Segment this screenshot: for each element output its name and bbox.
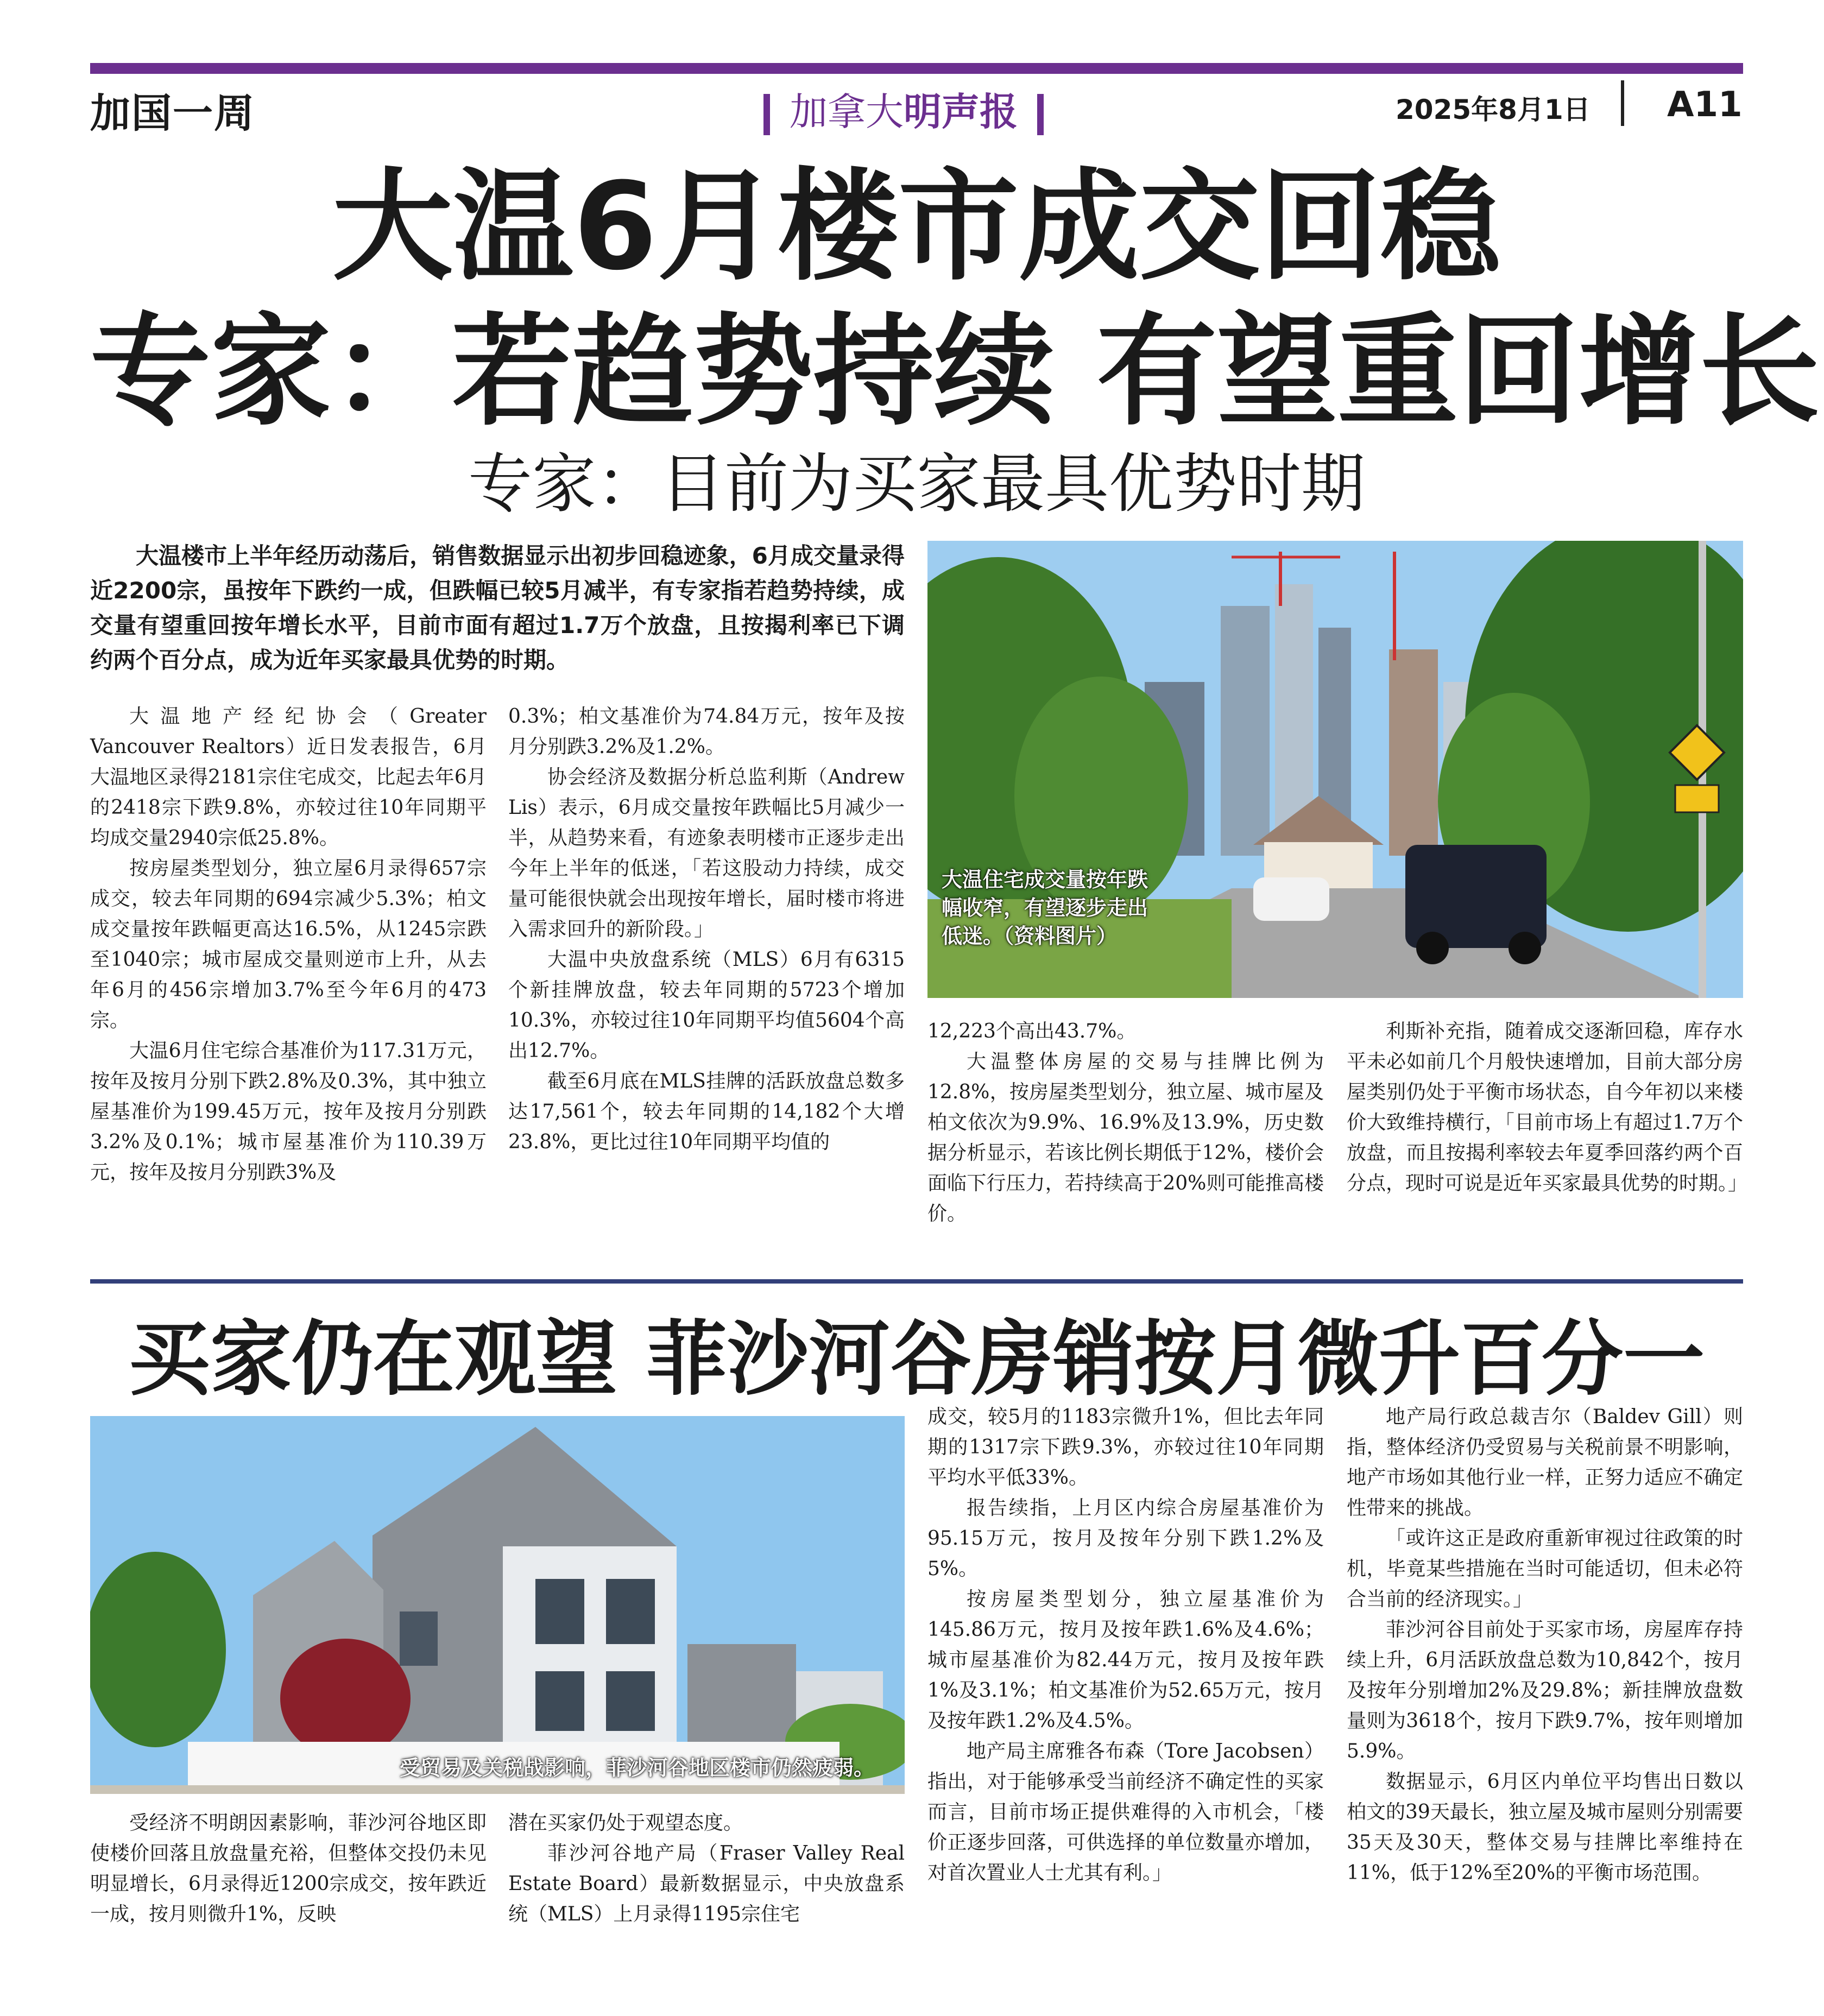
townhouse-photo <box>90 1416 905 1794</box>
masthead <box>744 81 1063 136</box>
page-number: A11 <box>1667 85 1743 125</box>
paragraph: 潜在买家仍处于观望态度。 <box>508 1812 743 1834</box>
masthead-brand: 明声报 <box>904 90 1018 134</box>
section-name: 加国一周 <box>90 90 255 137</box>
article1-column-2 <box>508 702 905 1158</box>
article2-column-1 <box>90 1808 487 1930</box>
masthead-bar-right <box>1037 94 1044 135</box>
paragraph: 协会经济及数据分析总监利斯（Andrew Lis）表示，6月成交量按年跌幅比5月减少一半，从趋势来看，有迹象表明楼市正逐步走出今年上半年的低迷，「若这股动力持续，成交量可能很快就会出现按年增长，届时楼市将进入需求回升的新阶段。」 <box>508 766 905 940</box>
article1-column-3 <box>927 1016 1324 1229</box>
masthead-prefix: 加拿大 <box>790 90 904 134</box>
issue-date: 2025年8月1日 <box>1396 94 1591 125</box>
paragraph: 受经济不明朗因素影响，菲沙河谷地区即使楼价回落且放盘量充裕，但整体交投仍未见明显增长，6月录得近1200宗成交，按年跌近一成，按月则微升1%，反映 <box>90 1812 487 1925</box>
photo-caption: 受贸易及关税战影响，菲沙河谷地区楼市仍然疲弱。 <box>400 1756 875 1780</box>
paragraph: 报告续指，上月区内综合房屋基准价为95.15万元，按月及按年分别下跌1.2%及5%。 <box>927 1497 1324 1580</box>
subheadline: 专家：目前为买家最具优势时期 <box>468 446 1365 521</box>
paragraph: 按房屋类型划分，独立屋6月录得657宗成交，较去年同期的694宗减少5.3%；柏文成交量按年跌幅更高达16.5%，从1245宗跌至1040宗；城市屋成交量则逆市上升，从去年6月的456宗增加3.7%至今年6月的473宗。 <box>90 857 487 1032</box>
paragraph: 大温地产经纪协会（Greater Vancouver Realtors）近日发表报告，6月大温地区录得2181宗住宅成交，比起去年6月的2418宗下跌9.8%，亦较过往10年同期平均成交量2940宗低25.8%。 <box>90 705 487 849</box>
paragraph: 12,223个高出43.7%。 <box>927 1020 1137 1042</box>
paragraph: 利斯补充指，随着成交逐渐回稳，库存水平未必如前几个月般快速增加，目前大部分房屋类别仍处于平衡市场状态，自今年初以来楼价大致维持横行，「目前市场上有超过1.7万个放盘，而且按揭利率较去年夏季回落约两个百分点，现时可说是近年买家最具优势的时期。」 <box>1347 1020 1748 1195</box>
headline-line-2: 专家：若趋势持续 有望重回增长 <box>90 302 1820 442</box>
photo-caption: 大温住宅成交量按年跌幅收窄，有望逐步走出低迷。（资料图片） <box>942 868 1148 948</box>
paragraph: 按房屋类型划分，独立屋基准价为145.86万元，按月及按年跌1.6%及4.6%；城市屋基准价为82.44万元，按月及按年跌1%及3.1%；柏文基准价为52.65万元，按月及按年跌1.2%及4.5%。 <box>927 1588 1324 1732</box>
street-photo <box>927 541 1743 998</box>
townhouse-photo-art <box>90 1416 905 1794</box>
paragraph: 大温6月住宅综合基准价为117.31万元，按年及按月分别下跌2.8%及0.3%，其中独立屋基准价为199.45万元，按年及按月分别跌3.2%及0.1%；城市屋基准价为110.39万元，按年及按月分别跌3%及 <box>90 1040 487 1184</box>
paragraph: 「或许这正是政府重新审视过往政策的时机，毕竟某些措施在当时可能适切，但未必符合当前的经济现实。」 <box>1347 1527 1743 1610</box>
masthead-bar-left <box>763 94 770 135</box>
headline-line-1: 大温6月楼市成交回稳 <box>332 157 1501 297</box>
header-divider <box>1621 80 1624 126</box>
paragraph: 截至6月底在MLS挂牌的活跃放盘总数多达17,561个，较去年同期的14,182个大增23.8%，更比过往10年同期平均值的 <box>508 1070 905 1153</box>
paragraph: 菲沙河谷地产局（Fraser Valley Real Estate Board）最新数据显示，中央放盘系统（MLS）上月录得1195宗住宅 <box>508 1842 905 1925</box>
paragraph: 菲沙河谷目前处于买家市场，房屋库存持续上升，6月活跃放盘总数为10,842个，按月及按年分别增加2%及29.8%；新挂牌放盘数量则为3618个，按月下跌9.7%，按年则增加5.9%。 <box>1347 1619 1743 1762</box>
article1-column-1 <box>90 702 487 1188</box>
article2-headline: 买家仍在观望 菲沙河谷房销按月微升百分一 <box>128 1311 1705 1407</box>
article-lede: 大温楼市上半年经历动荡后，销售数据显示出初步回稳迹象，6月成交量录得近2200宗，虽按年下跌约一成，但跌幅已较5月减半，有专家指若趋势持续，成交量有望重回按年增长水平，目前市面有超过1.7万个放盘，且按揭利率已下调约两个百分点，成为近年买家最具优势的时期。 <box>90 542 905 673</box>
paragraph: 0.3%；柏文基准价为74.84万元，按年及按月分别跌3.2%及1.2%。 <box>508 705 905 758</box>
paragraph: 地产局行政总裁吉尔（Baldev Gill）则指，整体经济仍受贸易与关税前景不明影响，地产市场如其他行业一样，正努力适应不确定性带来的挑战。 <box>1347 1406 1743 1519</box>
article1-column-4 <box>1347 1016 1748 1199</box>
paragraph: 成交，较5月的1183宗微升1%，但比去年同期的1317宗下跌9.3%，亦较过往10年同期平均水平低33%。 <box>927 1406 1324 1489</box>
article2-column-2 <box>508 1808 905 1930</box>
section-divider <box>90 1279 1743 1284</box>
article2-column-3 <box>927 1402 1324 1888</box>
paragraph: 大温中央放盘系统（MLS）6月有6315个新挂牌放盘，较去年同期的5723个增加10.3%，亦较过往10年同期平均值5604个高出12.7%。 <box>508 949 905 1062</box>
top-rule <box>90 63 1743 74</box>
paragraph: 地产局主席雅各布森（Tore Jacobsen）指出，对于能够承受当前经济不确定性的买家而言，目前市场正提供难得的入市机会，「楼价正逐步回落，可供选择的单位数量亦增加，对首次置业人士尤其有利。」 <box>927 1740 1324 1884</box>
paragraph: 大温整体房屋的交易与挂牌比例为12.8%，按房屋类型划分，独立屋、城市屋及柏文依次为9.9%、16.9%及13.9%，历史数据分析显示，若该比例长期低于12%，楼价会面临下行压力，若持续高于20%则可能推高楼价。 <box>927 1051 1324 1225</box>
paragraph: 数据显示，6月区内单位平均售出日数以柏文的39天最长，独立屋及城市屋则分别需要35天及30天，整体交易与挂牌比率维持在11%，低于12%至20%的平衡市场范围。 <box>1347 1771 1743 1884</box>
article2-column-4 <box>1347 1402 1743 1888</box>
